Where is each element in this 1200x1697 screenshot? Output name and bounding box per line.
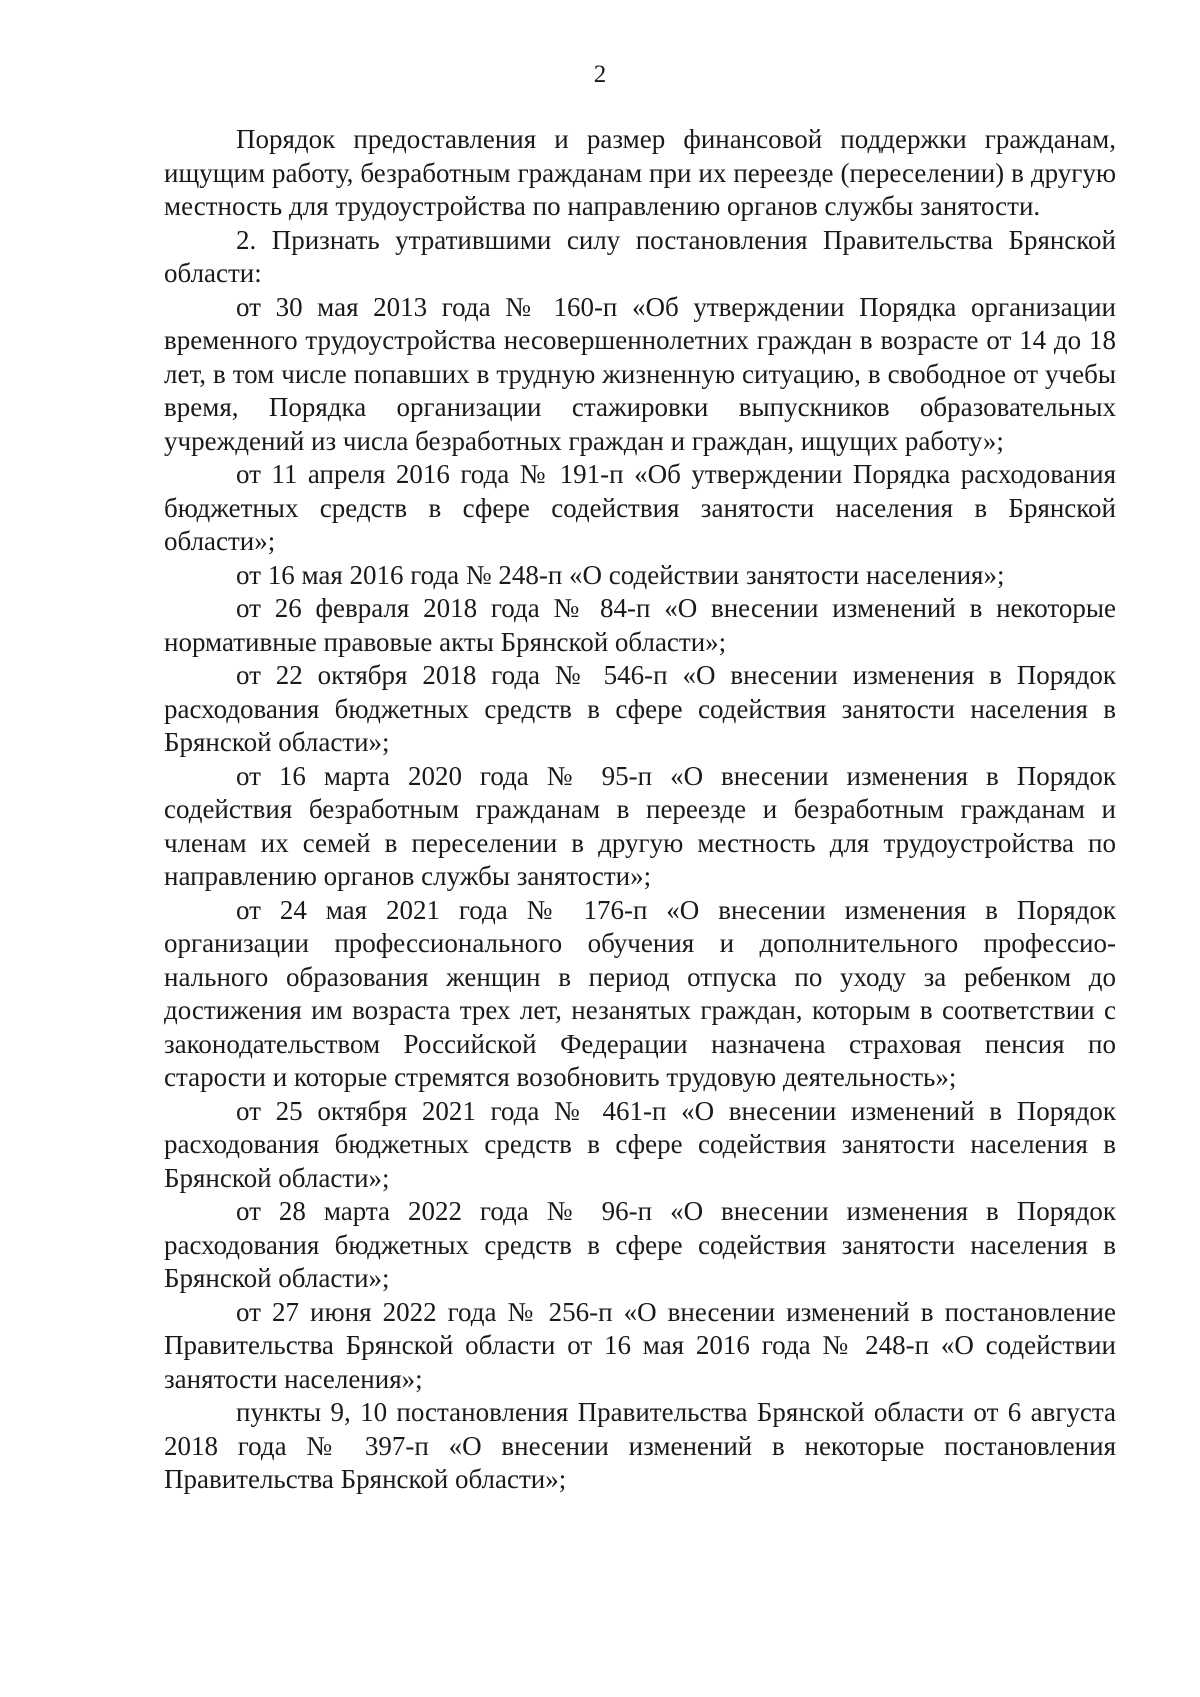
paragraph-resolution-248: от 16 мая 2016 года № 248-п «О содействии занятости населения»; xyxy=(236,559,1005,590)
page-number: 2 xyxy=(593,61,607,88)
document-body xyxy=(164,123,1116,1497)
paragraph-resolution-546: от 22 октября 2018 года № 546-п «О внесении изменения в Порядок расходования бюджетных средств в сфере содействия занятости населения в Брянской области»; xyxy=(164,660,1116,757)
paragraph-resolution-95: от 16 марта 2020 года № 95-п «О внесении изменения в Порядок содействия безработным гражданам в переезде и безработным гражданам и членам их семей в переселении в другую местность для трудоустройства по направлению органов службы занятости»; xyxy=(164,760,1116,891)
paragraph-resolution-397: пункты 9, 10 постановления Правительства Брянской области от 6 августа 2018 года № 397-п «О внесении изменений в некоторые постановления Правительства Брянской области»; xyxy=(164,1397,1116,1494)
paragraph-item-2: 2. Признать утратившими силу постановления Правительства Брянской области: xyxy=(164,224,1116,288)
paragraph-resolution-84: от 26 февраля 2018 года № 84-п «О внесении изменений в некоторые нормативные правовые акты Брянской области»; xyxy=(164,593,1116,657)
paragraph-resolution-256: от 27 июня 2022 года № 256-п «О внесении изменений в постановление Правительства Брянской области от 16 мая 2016 года № 248-п «О содействии занятости населения»; xyxy=(164,1296,1116,1394)
paragraph-resolution-176: от 24 мая 2021 года № 176-п «О внесении изменения в Порядок организации профессионального обучения и дополнительного профессионального образования женщин в период отпуска по уходу за ребенком до достижения им возраста трех лет, незанятых граждан, которым в соответствии с законодательством Российской Федерации назначена страховая пенсия по старости и которые стремятся возобновить трудовую деятельность»; xyxy=(164,894,1116,1092)
paragraph-resolution-191: от 11 апреля 2016 года № 191-п «Об утверждении Порядка расходования бюджетных средств в сфере содействия занятости населения в Брянской области»; xyxy=(164,459,1116,556)
paragraph-resolution-461: от 25 октября 2021 года № 461-п «О внесении изменений в Порядок расходования бюджетных средств в сфере содействия занятости населения в Брянской области»; xyxy=(164,1095,1116,1193)
paragraph-resolution-160: от 30 мая 2013 года № 160-п «Об утверждении Порядка организации временного трудоустройства несовершеннолетних граждан в возрасте от 14 до 18 лет, в том числе попавших в трудную жизненную ситуацию, в свободное от учебы время, Порядка организации стажировки выпускников образовательных учреждений из числа безработных граждан и граждан, ищущих работу»; xyxy=(164,291,1116,456)
paragraph-procedure-title: Порядок предоставления и размер финансовой поддержки гражданам, ищущим работу, безработным гражданам при их переезде (переселении) в другую местность для трудоустройства по направлению органов службы занятости. xyxy=(164,124,1116,221)
paragraph-resolution-96: от 28 марта 2022 года № 96-п «О внесении изменения в Порядок расходования бюджетных средств в сфере содействия занятости населения в Брянской области»; xyxy=(164,1196,1116,1293)
